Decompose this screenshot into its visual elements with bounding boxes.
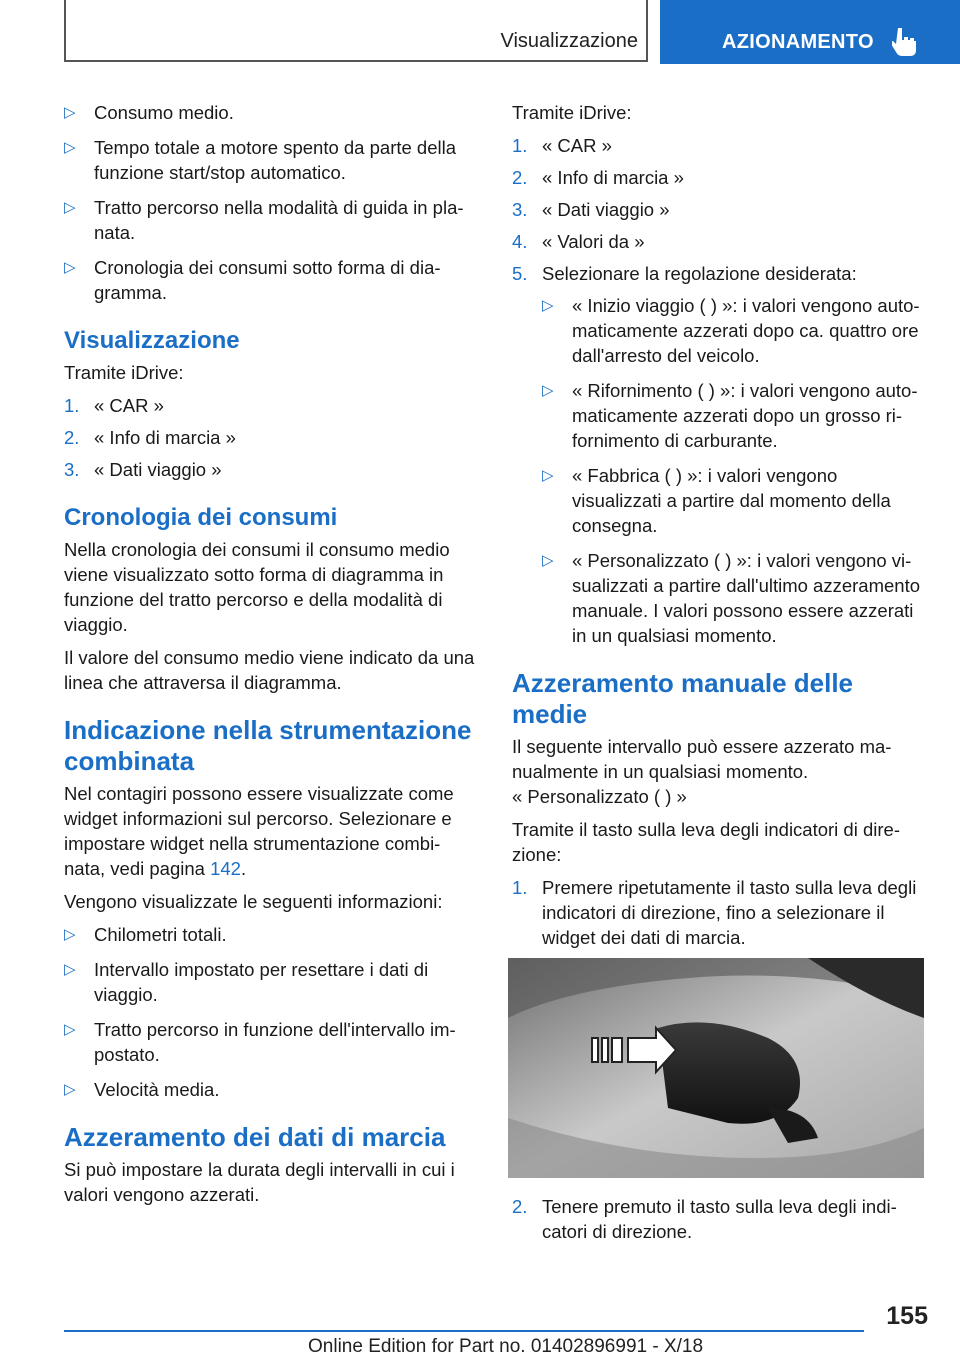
list-item — [64, 922, 476, 947]
list-item — [64, 1017, 476, 1067]
list-item-text: Velocità media. — [94, 1079, 220, 1100]
numbered-step — [64, 425, 476, 450]
tramite-text: Tramite iDrive: — [512, 102, 632, 123]
heading-indicazione: Indicazione nella strumentazione combinata — [64, 715, 472, 776]
paragraph: Il seguente intervallo può essere azzerato ma‐ nualmente in un qualsiasi momento. — [512, 736, 892, 782]
paragraph: Tramite il tasto sulla leva degli indicatori di dire‐ zione: — [512, 819, 900, 865]
numbered-step — [512, 1194, 928, 1244]
step-number: 5. — [512, 263, 528, 284]
numbered-step — [512, 875, 928, 950]
triangle-bullet-icon: ▷ — [542, 552, 554, 569]
footer-edition: Online Edition for Part no. 01402896991 - X/18 — [308, 1336, 704, 1357]
paragraph — [64, 781, 476, 881]
numbered-step — [512, 229, 928, 254]
step-text: « CAR » — [94, 395, 164, 416]
list-item — [64, 957, 476, 1007]
triangle-bullet-icon: ▷ — [542, 382, 554, 399]
numbered-step — [64, 393, 476, 418]
triangle-bullet-icon: ▷ — [542, 467, 554, 484]
list-item — [542, 463, 928, 538]
list-item — [64, 100, 476, 125]
step-text: « Dati viaggio » — [542, 199, 670, 220]
left-column — [64, 100, 476, 1215]
heading-azzeramento: Azzeramento dei dati di marcia — [64, 1122, 446, 1152]
step-number: 2. — [64, 427, 80, 448]
paragraph: « Personalizzato ( ) » — [512, 786, 687, 807]
heading-cronologia: Cronologia dei consumi — [64, 504, 338, 531]
hand-pointer-icon — [892, 26, 920, 56]
heading-azzeramento-manuale: Azzeramento manuale delle medie — [512, 668, 853, 729]
list-item-text: Intervallo impostato per resettare i dati di viaggio. — [94, 959, 429, 1005]
triangle-bullet-icon: ▷ — [64, 1081, 76, 1098]
list-item-text: Tratto percorso in funzione dell'intervallo im‐ postato. — [94, 1019, 456, 1065]
numbered-step — [512, 133, 928, 158]
step-text: « Info di marcia » — [94, 427, 236, 448]
list-item-text: Tratto percorso nella modalità di guida in pla‐ nata. — [94, 197, 464, 243]
triangle-bullet-icon: ▷ — [64, 926, 76, 943]
paragraph: Nella cronologia dei consumi il consumo medio viene visualizzato sotto forma di diagramma in funzione del tratto percorso e della modalità di viaggio. — [64, 539, 450, 635]
triangle-bullet-icon: ▷ — [542, 297, 554, 314]
list-item-text: « Rifornimento ( ) »: i valori vengono auto‐ maticamente azzerati dopo un grosso ri‐ fornimento di carburante. — [572, 380, 918, 451]
period: . — [240, 858, 247, 879]
footer-rule — [64, 1330, 864, 1332]
triangle-bullet-icon: ▷ — [64, 199, 76, 216]
right-column — [512, 100, 928, 1251]
triangle-bullet-icon: ▷ — [64, 104, 76, 121]
numbered-step — [512, 165, 928, 190]
list-item — [64, 255, 476, 305]
header-section-title: Visualizzazione — [500, 30, 638, 52]
turn-signal-lever-photo — [508, 958, 924, 1178]
step-text: Tenere premuto il tasto sulla leva degli indi‐ catori di direzione. — [542, 1196, 897, 1242]
paragraph: Vengono visualizzate le seguenti informazioni: — [64, 891, 443, 912]
list-item — [542, 548, 928, 648]
triangle-bullet-icon: ▷ — [64, 961, 76, 978]
step-text: « CAR » — [542, 135, 612, 156]
numbered-step — [512, 197, 928, 222]
page-link[interactable]: 142 — [210, 858, 241, 879]
numbered-step — [512, 261, 928, 286]
paragraph: Il valore del consumo medio viene indicato da una linea che attraversa il diagramma. — [64, 647, 475, 693]
paragraph: Si può impostare la durata degli intervalli in cui i valori vengono azzerati. — [64, 1159, 455, 1205]
step-text: Premere ripetutamente il tasto sulla leva degli indicatori di direzione, fino a selezionare il widget dei dati di marcia. — [542, 877, 917, 948]
step-text: « Info di marcia » — [542, 167, 684, 188]
step-number: 2. — [512, 1196, 528, 1217]
step-number: 3. — [64, 459, 80, 480]
triangle-bullet-icon: ▷ — [64, 259, 76, 276]
triangle-bullet-icon: ▷ — [64, 139, 76, 156]
header-chapter-title: AZIONAMENTO — [722, 31, 874, 53]
list-item-text: Consumo medio. — [94, 102, 234, 123]
list-item — [64, 195, 476, 245]
paragraph-text: Nel contagiri possono essere visualizzate come widget informazioni sul percorso. Selezionare e impostare widget nella strumentazione combi‐ nata, vedi pagina — [64, 783, 454, 879]
list-item — [542, 378, 928, 453]
step-number: 4. — [512, 231, 528, 252]
tramite-text: Tramite iDrive: — [64, 362, 184, 383]
list-item-text: « Fabbrica ( ) »: i valori vengono visualizzati a partire dal momento della consegna. — [572, 465, 891, 536]
list-item — [64, 135, 476, 185]
triangle-bullet-icon: ▷ — [64, 1021, 76, 1038]
numbered-step — [64, 457, 476, 482]
step-number: 1. — [512, 877, 528, 898]
list-item-text: Tempo totale a motore spento da parte della funzione start/stop automatico. — [94, 137, 457, 183]
list-item — [542, 293, 928, 368]
list-item — [64, 1077, 476, 1102]
heading-visualizzazione: Visualizzazione — [64, 327, 240, 354]
list-item-text: « Inizio viaggio ( ) »: i valori vengono auto‐ maticamente azzerati dopo ca. quattro ore dall'arresto del veicolo. — [572, 295, 920, 366]
list-item-text: « Personalizzato ( ) »: i valori vengono vi‐ sualizzati a partire dall'ultimo azzeramento manuale. I valori possono essere azzerati in un qualsiasi momento. — [572, 550, 920, 646]
step-number: 3. — [512, 199, 528, 220]
list-item-text: Chilometri totali. — [94, 924, 227, 945]
step-number: 1. — [64, 395, 80, 416]
step-text: « Valori da » — [542, 231, 645, 252]
step-text: « Dati viaggio » — [94, 459, 222, 480]
step-text: Selezionare la regolazione desiderata: — [542, 263, 857, 284]
page-number: 155 — [886, 1302, 928, 1330]
step-number: 1. — [512, 135, 528, 156]
list-item-text: Cronologia dei consumi sotto forma di dia‐ gramma. — [94, 257, 441, 303]
step-number: 2. — [512, 167, 528, 188]
